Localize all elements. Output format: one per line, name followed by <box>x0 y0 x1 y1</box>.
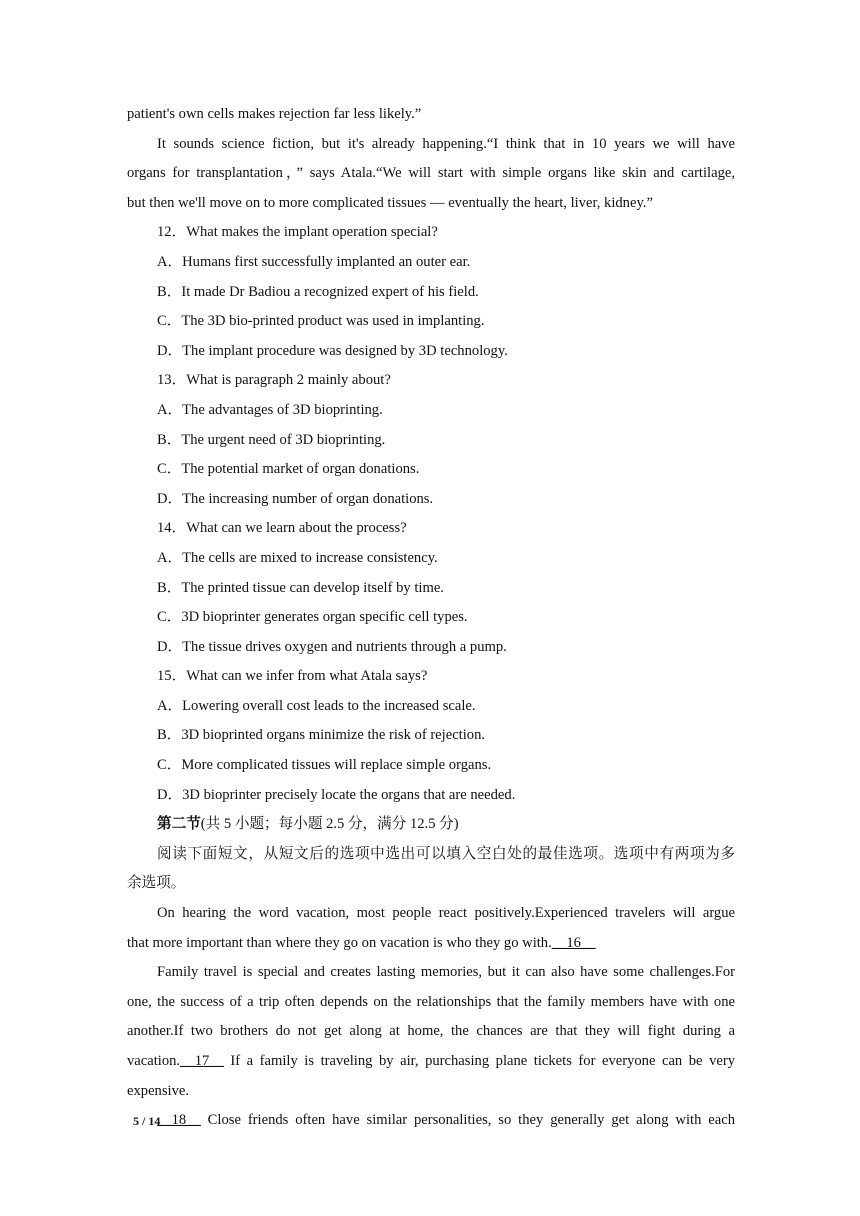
question-12-stem: 12．What makes the implant operation special? <box>157 224 438 241</box>
question-13-option-a: A．The advantages of 3D bioprinting. <box>157 401 383 418</box>
question-13-option-c: C．The potential market of organ donations. <box>157 461 420 478</box>
question-14-option-d: D．The tissue drives oxygen and nutrients through a pump. <box>157 638 507 655</box>
question-13-option-b: B．The urgent need of 3D bioprinting. <box>157 431 386 448</box>
question-15-stem: 15．What can we infer from what Atala says? <box>157 668 428 685</box>
question-12-option-d: D．The implant procedure was designed by 3D technology. <box>157 342 508 359</box>
question-15-option-b: B．3D bioprinted organs minimize the risk of rejection. <box>157 727 486 744</box>
question-13-stem: 13．What is paragraph 2 mainly about? <box>157 372 391 389</box>
section-2-instructions-line-2: 余选项。 <box>127 875 186 892</box>
passage-2-p2-line-3: another.If two brothers do not get along at home, the chances are that they will fight during a <box>127 1023 735 1040</box>
passage-2-p3-line-1 <box>127 1106 735 1136</box>
passage-2-p1-line-1: On hearing the word vacation, most people react positively.Experienced travelers will argue <box>157 905 735 922</box>
question-12-option-a: A．Humans first successfully implanted an outer ear. <box>157 253 471 270</box>
passage-2-p2-line-1: Family travel is special and creates lasting memories, but it can also have some challenges.For <box>157 964 735 981</box>
question-15-option-d: D．3D bioprinter precisely locate the organs that are needed. <box>157 786 516 803</box>
section-2-heading-details: (共 5 小题；每小题 2.5 分，满分 12.5 分) <box>200 816 459 833</box>
blank-17: __17__ <box>180 1053 224 1069</box>
passage-tail-line-4: but then we'll move on to more complicated tissues — eventually the heart, liver, kidney.” <box>127 194 653 211</box>
passage-tail-line-2: It sounds science fiction, but it's already happening.“I think that in 10 years we will have <box>157 135 735 152</box>
blank-16: __16__ <box>551 934 596 951</box>
page-number: 5 / 14 <box>133 1114 161 1128</box>
question-14-option-a: A．The cells are mixed to increase consistency. <box>157 549 438 566</box>
passage-2-p2-line-4-post: If a family is traveling by air, purchasing plane tickets for everyone can be very <box>223 1053 735 1069</box>
question-14-option-b: B．The printed tissue can develop itself by time. <box>157 579 444 596</box>
question-15-option-a: A．Lowering overall cost leads to the increased scale. <box>157 697 476 714</box>
page-content <box>127 100 735 1136</box>
passage-2-p2-line-5: expensive. <box>127 1082 190 1099</box>
passage-2-p1-line-2-text: that more important than where they go on vacation is who they go with. <box>127 934 552 951</box>
passage-2-p2-line-4-pre: vacation. <box>127 1053 181 1069</box>
passage-tail-line-1: patient's own cells makes rejection far less likely.” <box>127 106 422 122</box>
passage-2-p2-line-2: one, the success of a trip often depends on the relationships that the family members have with one <box>127 993 735 1010</box>
question-14-option-c: C．3D bioprinter generates organ specific cell types. <box>157 609 468 626</box>
blank-18: __18__ <box>157 1112 201 1129</box>
passage-2-p1-line-2 <box>127 929 735 959</box>
question-12-option-b: B．It made Dr Badiou a recognized expert of his field. <box>157 283 479 300</box>
question-15-option-c: C．More complicated tissues will replace simple organs. <box>157 757 492 774</box>
question-12-option-c: C．The 3D bio-printed product was used in implanting. <box>157 313 485 330</box>
section-2-instructions-line-1: 阅读下面短文，从短文后的选项中选出可以填入空白处的最佳选项。选项中有两项为多 <box>157 845 735 862</box>
question-14-stem: 14．What can we learn about the process? <box>157 520 407 537</box>
question-13-option-d: D．The increasing number of organ donations. <box>157 490 434 507</box>
section-2-heading <box>127 810 735 840</box>
section-2-heading-bold: 第二节 <box>157 816 201 833</box>
passage-2-p2-line-4 <box>127 1047 735 1077</box>
passage-2-p3-line-1-post: Close friends often have similar personalities, so they generally get along with each <box>200 1112 735 1129</box>
passage-tail-line-3: organs for transplantation，” says Atala.“We will start with simple organs like skin and cartilage, <box>127 165 735 182</box>
